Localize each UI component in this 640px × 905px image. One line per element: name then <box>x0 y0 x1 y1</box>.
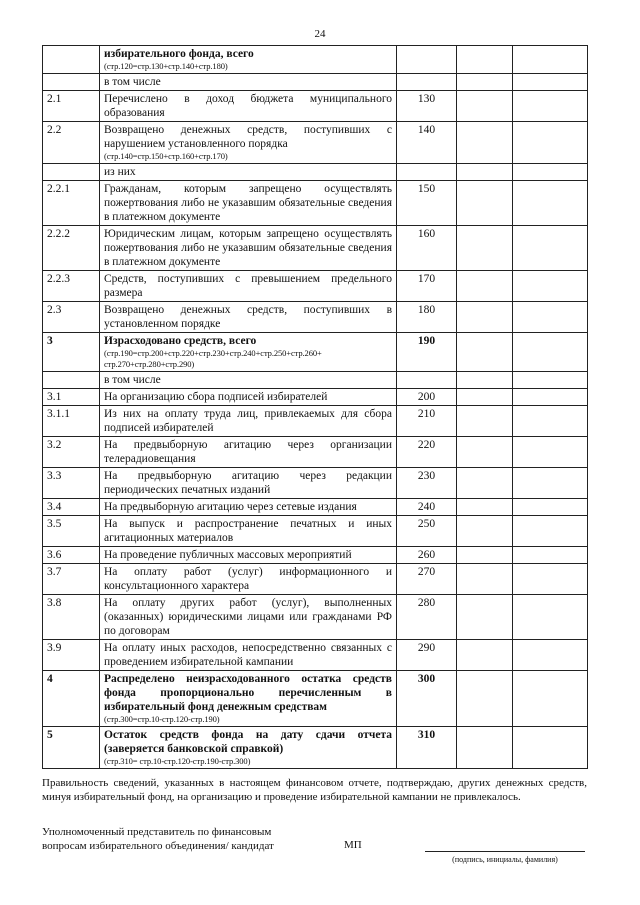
row-name: Перечислено в доход бюджета муниципального образования <box>104 93 392 119</box>
amount-cell <box>457 271 513 302</box>
table-row <box>43 640 588 671</box>
row-code: 130 <box>397 91 457 122</box>
row-code: 270 <box>397 564 457 595</box>
row-code <box>397 164 457 181</box>
row-number: 3.5 <box>43 516 100 547</box>
row-name: в том числе <box>104 76 161 88</box>
amount-cell <box>513 271 588 302</box>
row-number: 3 <box>43 333 100 372</box>
row-description <box>100 468 397 499</box>
row-description <box>100 271 397 302</box>
row-name: Из них на оплату труда лиц, привлекаемых для сбора подписей избирателей <box>104 408 392 434</box>
row-code <box>397 74 457 91</box>
row-code: 230 <box>397 468 457 499</box>
table-row <box>43 74 588 91</box>
amount-cell <box>513 547 588 564</box>
amount-cell <box>513 727 588 769</box>
row-number: 3.6 <box>43 547 100 564</box>
amount-cell <box>513 122 588 164</box>
row-number <box>43 164 100 181</box>
signature-caption: (подпись, инициалы, фамилия) <box>452 855 558 864</box>
row-name: Средств, поступивших с превышением предельного размера <box>104 273 392 299</box>
amount-cell <box>513 595 588 640</box>
row-description <box>100 46 397 74</box>
row-description <box>100 564 397 595</box>
row-description <box>100 437 397 468</box>
amount-cell <box>457 437 513 468</box>
amount-cell <box>457 164 513 181</box>
row-description <box>100 406 397 437</box>
table-row <box>43 372 588 389</box>
row-name: На организацию сбора подписей избирателей <box>104 391 328 403</box>
amount-cell <box>457 46 513 74</box>
row-description <box>100 333 397 372</box>
row-code: 260 <box>397 547 457 564</box>
table-row <box>43 671 588 727</box>
row-name: На оплату иных расходов, непосредственно связанных с проведением избирательной кампании <box>104 642 392 668</box>
row-number <box>43 372 100 389</box>
row-code: 300 <box>397 671 457 727</box>
row-name: Гражданам, которым запрещено осуществлять пожертвования либо не указавшим обязательные сведения в платежном документе <box>104 183 392 223</box>
representative-label <box>42 825 587 853</box>
row-name: На предвыборную агитацию через организации телерадиовещания <box>104 439 392 465</box>
amount-cell <box>513 437 588 468</box>
row-formula: (стр.140=стр.150+стр.160+стр.170) <box>104 151 228 161</box>
row-code: 170 <box>397 271 457 302</box>
amount-cell <box>513 499 588 516</box>
row-name: Израсходовано средств, всего <box>104 335 257 347</box>
row-number: 3.8 <box>43 595 100 640</box>
amount-cell <box>457 640 513 671</box>
row-formula: (стр.310= стр.10-стр.120-стр.190-стр.300) <box>104 756 251 766</box>
row-number: 3.4 <box>43 499 100 516</box>
row-description <box>100 640 397 671</box>
amount-cell <box>457 671 513 727</box>
financial-report-table <box>42 45 588 769</box>
row-name: На выпуск и распространение печатных и иных агитационных материалов <box>104 518 392 544</box>
row-description <box>100 595 397 640</box>
table-row <box>43 547 588 564</box>
amount-cell <box>457 181 513 226</box>
amount-cell <box>513 226 588 271</box>
table-row <box>43 181 588 226</box>
table-row <box>43 302 588 333</box>
row-number: 2.2.3 <box>43 271 100 302</box>
table-row <box>43 564 588 595</box>
row-name: Возвращено денежных средств, поступивших с нарушением установленного порядка <box>104 124 392 150</box>
page-number: 24 <box>314 28 326 40</box>
table-row <box>43 226 588 271</box>
table-row <box>43 437 588 468</box>
row-name: На предвыборную агитацию через сетевые издания <box>104 501 357 513</box>
row-code: 190 <box>397 333 457 372</box>
row-number: 4 <box>43 671 100 727</box>
row-number: 3.2 <box>43 437 100 468</box>
amount-cell <box>513 164 588 181</box>
amount-cell <box>457 499 513 516</box>
table-row <box>43 91 588 122</box>
row-name: На оплату работ (услуг) информационного и консультационного характера <box>104 566 392 592</box>
row-formula: (стр.120=стр.130+стр.140+стр.180) <box>104 61 228 71</box>
row-number <box>43 74 100 91</box>
amount-cell <box>513 74 588 91</box>
row-name: Распределено неизрасходованного остатка средств фонда пропорционально перечисленным в избирательный фонд денежным средствам <box>104 673 392 713</box>
row-name: На проведение публичных массовых мероприятий <box>104 549 352 561</box>
row-name: Остаток средств фонда на дату сдачи отчета (заверяется банковской справкой) <box>104 729 392 755</box>
row-code: 240 <box>397 499 457 516</box>
stamp-place-label: МП <box>344 839 362 851</box>
row-number: 2.2.2 <box>43 226 100 271</box>
row-code <box>397 372 457 389</box>
amount-cell <box>457 389 513 406</box>
row-formula: (стр.300=стр.10-стр.120-стр.190) <box>104 714 220 724</box>
amount-cell <box>513 181 588 226</box>
representative-line-1: Уполномоченный представитель по финансовым <box>42 826 272 838</box>
table-row <box>43 122 588 164</box>
amount-cell <box>513 564 588 595</box>
row-description <box>100 74 397 91</box>
row-name: в том числе <box>104 374 161 386</box>
row-code: 210 <box>397 406 457 437</box>
amount-cell <box>457 122 513 164</box>
row-number <box>43 46 100 74</box>
row-code: 150 <box>397 181 457 226</box>
amount-cell <box>513 406 588 437</box>
amount-cell <box>513 671 588 727</box>
amount-cell <box>513 640 588 671</box>
table-row <box>43 333 588 372</box>
row-description <box>100 389 397 406</box>
row-number: 2.1 <box>43 91 100 122</box>
row-code: 250 <box>397 516 457 547</box>
row-name: избирательного фонда, всего <box>104 48 254 60</box>
amount-cell <box>457 372 513 389</box>
amount-cell <box>513 468 588 499</box>
amount-cell <box>457 547 513 564</box>
amount-cell <box>513 372 588 389</box>
confirmation-text: Правильность сведений, указанных в настоящем финансовом отчете, подтверждаю, других денежных средств, минуя избирательный фонд, на организацию и проведение избирательной кампании не привлекалось. <box>42 777 587 803</box>
row-description <box>100 181 397 226</box>
amount-cell <box>513 389 588 406</box>
row-number: 3.1.1 <box>43 406 100 437</box>
row-description <box>100 302 397 333</box>
table-row <box>43 406 588 437</box>
row-description <box>100 547 397 564</box>
amount-cell <box>513 46 588 74</box>
representative-line-2: вопросам избирательного объединения/ кандидат <box>42 840 274 852</box>
row-code: 160 <box>397 226 457 271</box>
amount-cell <box>513 516 588 547</box>
amount-cell <box>513 302 588 333</box>
table-row <box>43 271 588 302</box>
table-row <box>43 499 588 516</box>
row-code: 290 <box>397 640 457 671</box>
row-description <box>100 727 397 769</box>
row-description <box>100 226 397 271</box>
row-description <box>100 671 397 727</box>
amount-cell <box>457 406 513 437</box>
row-description <box>100 516 397 547</box>
row-code: 180 <box>397 302 457 333</box>
table-row <box>43 516 588 547</box>
row-code: 140 <box>397 122 457 164</box>
amount-cell <box>513 91 588 122</box>
row-number: 3.9 <box>43 640 100 671</box>
row-name: из них <box>104 166 136 178</box>
amount-cell <box>457 91 513 122</box>
amount-cell <box>457 74 513 91</box>
row-number: 3.1 <box>43 389 100 406</box>
amount-cell <box>457 564 513 595</box>
row-code: 310 <box>397 727 457 769</box>
row-description <box>100 91 397 122</box>
row-description <box>100 122 397 164</box>
row-number: 2.3 <box>43 302 100 333</box>
row-name: Возвращено денежных средств, поступивших в установленном порядке <box>104 304 392 330</box>
signature-line <box>425 851 585 852</box>
table-row <box>43 46 588 74</box>
amount-cell <box>513 333 588 372</box>
row-code: 220 <box>397 437 457 468</box>
amount-cell <box>457 302 513 333</box>
amount-cell <box>457 333 513 372</box>
amount-cell <box>457 727 513 769</box>
row-name: На предвыборную агитацию через редакции периодических печатных изданий <box>104 470 392 496</box>
row-name: Юридическим лицам, которым запрещено осуществлять пожертвования либо не указавшим обязательные сведения в платежном документе <box>104 228 392 268</box>
row-number: 2.2 <box>43 122 100 164</box>
row-description <box>100 499 397 516</box>
row-code: 200 <box>397 389 457 406</box>
amount-cell <box>457 226 513 271</box>
amount-cell <box>457 516 513 547</box>
table-row <box>43 164 588 181</box>
row-name: На оплату других работ (услуг), выполненных (оказанных) юридическими лицами или гражданами РФ по договорам <box>104 597 392 637</box>
table-row <box>43 389 588 406</box>
row-number: 3.7 <box>43 564 100 595</box>
row-number: 5 <box>43 727 100 769</box>
amount-cell <box>457 468 513 499</box>
row-number: 2.2.1 <box>43 181 100 226</box>
row-code <box>397 46 457 74</box>
table-row <box>43 727 588 769</box>
row-description <box>100 164 397 181</box>
table-row <box>43 468 588 499</box>
row-formula: (стр.190=стр.200+стр.220+стр.230+стр.240+стр.250+стр.260+ стр.270+стр.280+стр.290) <box>104 348 322 369</box>
row-code: 280 <box>397 595 457 640</box>
row-number: 3.3 <box>43 468 100 499</box>
row-description <box>100 372 397 389</box>
table-row <box>43 595 588 640</box>
amount-cell <box>457 595 513 640</box>
